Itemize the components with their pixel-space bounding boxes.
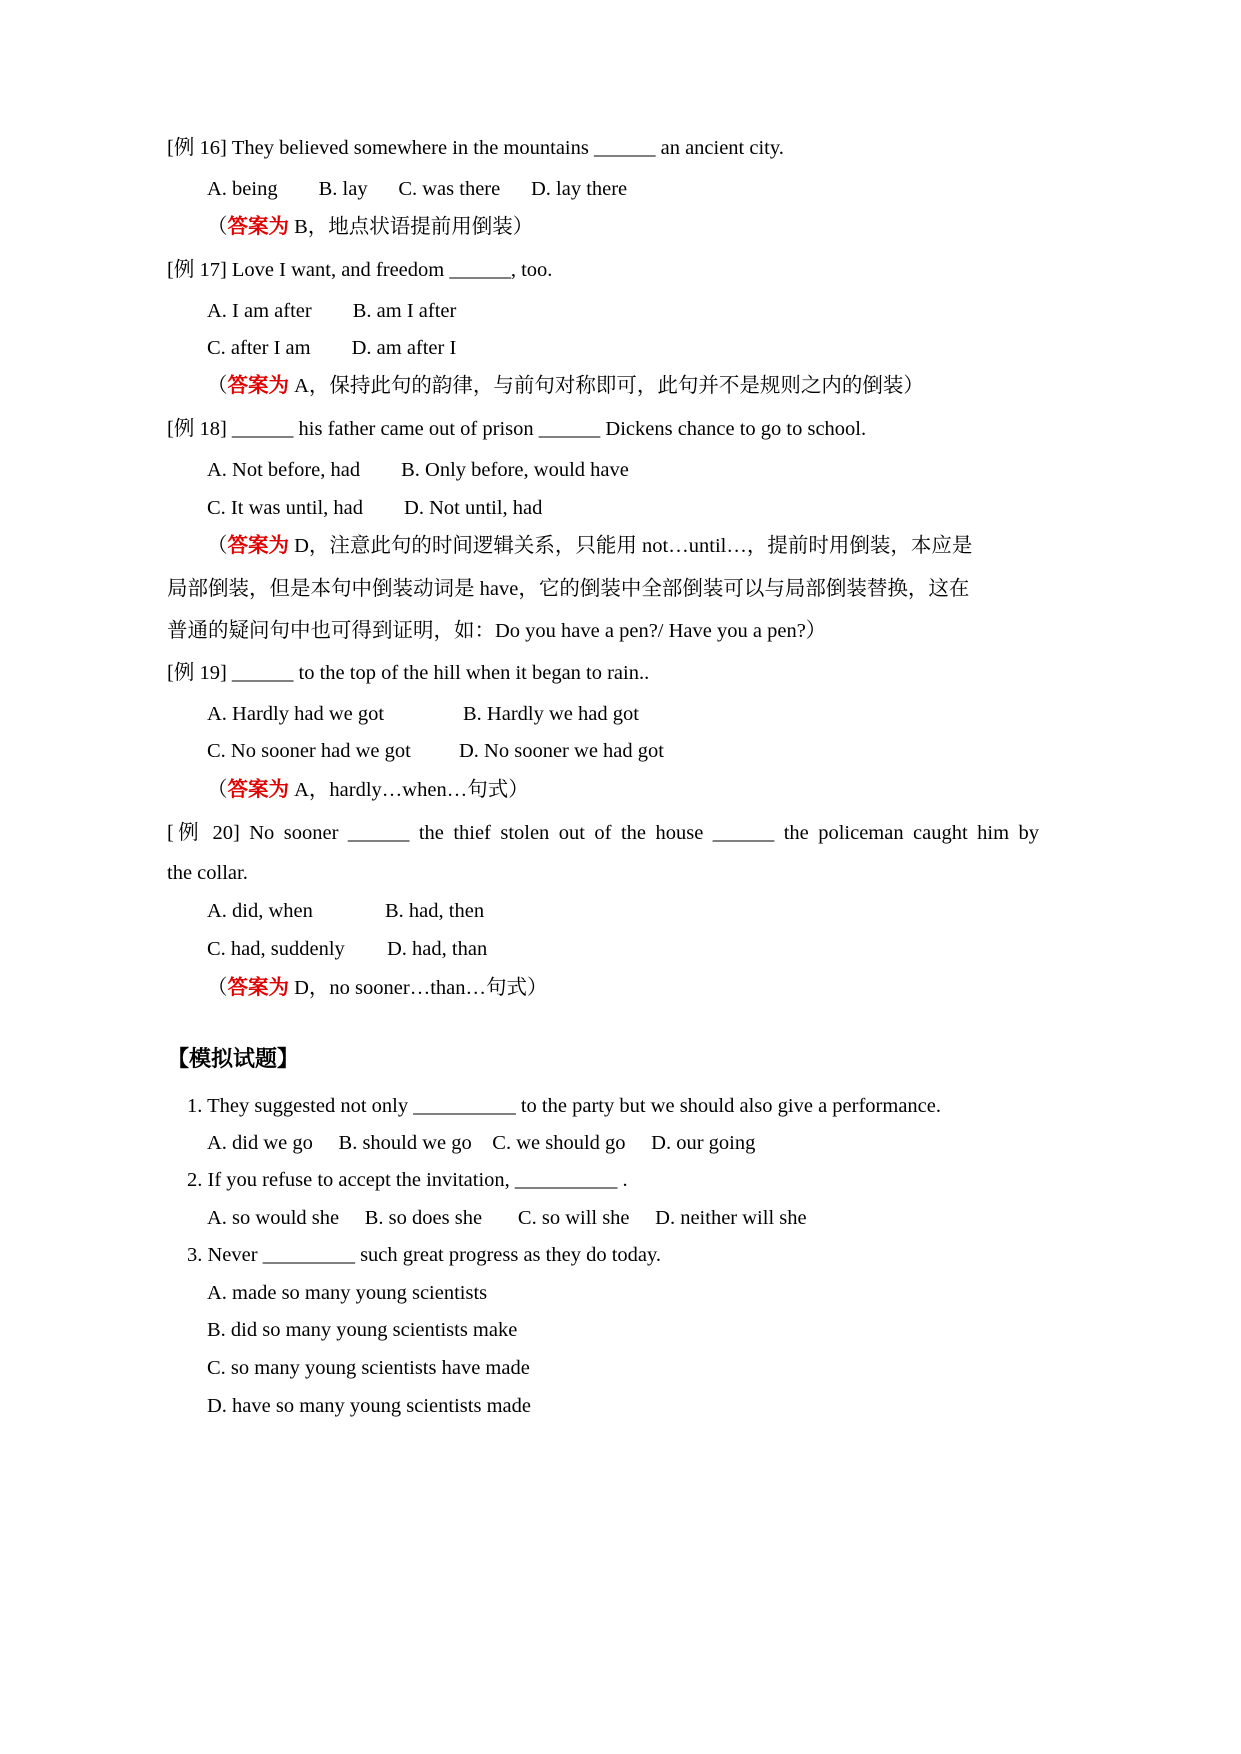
answer-label: 答案为 [227,977,289,999]
example-17-stem: [例 17] Love I want, and freedom ______, too. [167,259,553,281]
answer-label: 答案为 [227,535,289,557]
example-18-answer-line-3: 普通的疑问句中也可得到证明，如：Do you have a pen?/ Have you a pen?） [167,620,827,642]
example-19-option-d: D. No sooner we had got [459,740,664,762]
question-3-option-a: A. made so many young scientists [207,1282,488,1304]
example-18-options-2: C. It was until, had D. Not until, had [207,497,543,519]
example-20-answer: （答案为 D，no sooner…than…句式） [207,977,548,999]
answer-label: 答案为 [227,375,289,397]
example-16-options: A. being B. lay C. was there D. lay there [207,178,628,200]
example-20-option-b: B. had, then [385,900,485,922]
example-19-answer: （答案为 A，hardly…when…句式） [207,779,529,801]
example-20-option-c: C. had, suddenly [207,938,345,960]
question-1-options: A. did we go B. should we go C. we should go D. our going [207,1132,756,1154]
example-18-stem: [例 18] ______ his father came out of prison ______ Dickens chance to go to school. [167,418,867,440]
question-3-option-d: D. have so many young scientists made [207,1395,531,1417]
example-18-answer-line-1: （答案为 D，注意此句的时间逻辑关系，只能用 not…until…，提前时用倒装，本应是 [207,535,973,557]
example-18-options-1: A. Not before, had B. Only before, would have [207,459,629,481]
example-19-option-a: A. Hardly had we got [207,703,385,725]
answer-label: 答案为 [227,216,289,238]
question-2-options: A. so would she B. so does she C. so will she D. neither will she [207,1207,807,1229]
example-17-options-1: A. I am after B. am I after [207,300,457,322]
example-16-stem: [例 16] They believed somewhere in the mountains ______ an ancient city. [167,137,784,159]
example-19-option-b: B. Hardly we had got [463,703,639,725]
example-17-options-2: C. after I am D. am after I [207,337,457,359]
example-18-answer-line-2: 局部倒装，但是本句中倒装动词是 have，它的倒装中全部倒装可以与局部倒装替换，这在 [167,578,970,600]
question-3-option-b: B. did so many young scientists make [207,1319,518,1341]
example-20-stem-line-1: [例 20] No sooner ______ the thief stolen out of the house ______ the policeman caught him by [167,822,1039,844]
question-3-option-c: C. so many young scientists have made [207,1357,530,1379]
example-19-option-c: C. No sooner had we got [207,740,411,762]
question-3-stem: 3. Never _________ such great progress as they do today. [187,1244,662,1266]
section-heading: 【模拟试题】 [167,1046,300,1071]
question-1-stem: 1. They suggested not only __________ to the party but we should also give a performance. [187,1095,941,1117]
example-16-answer: （答案为 B，地点状语提前用倒装） [207,216,534,238]
example-20-option-a: A. did, when [207,900,313,922]
question-2-stem: 2. If you refuse to accept the invitation, __________ . [187,1169,628,1191]
answer-label: 答案为 [227,779,289,801]
example-17-answer: （答案为 A，保持此句的韵律，与前句对称即可，此句并不是规则之内的倒装） [207,375,924,397]
example-19-stem: [例 19] ______ to the top of the hill when it began to rain.. [167,662,650,684]
example-20-stem-line-2: the collar. [167,862,248,884]
example-20-option-d: D. had, than [387,938,488,960]
